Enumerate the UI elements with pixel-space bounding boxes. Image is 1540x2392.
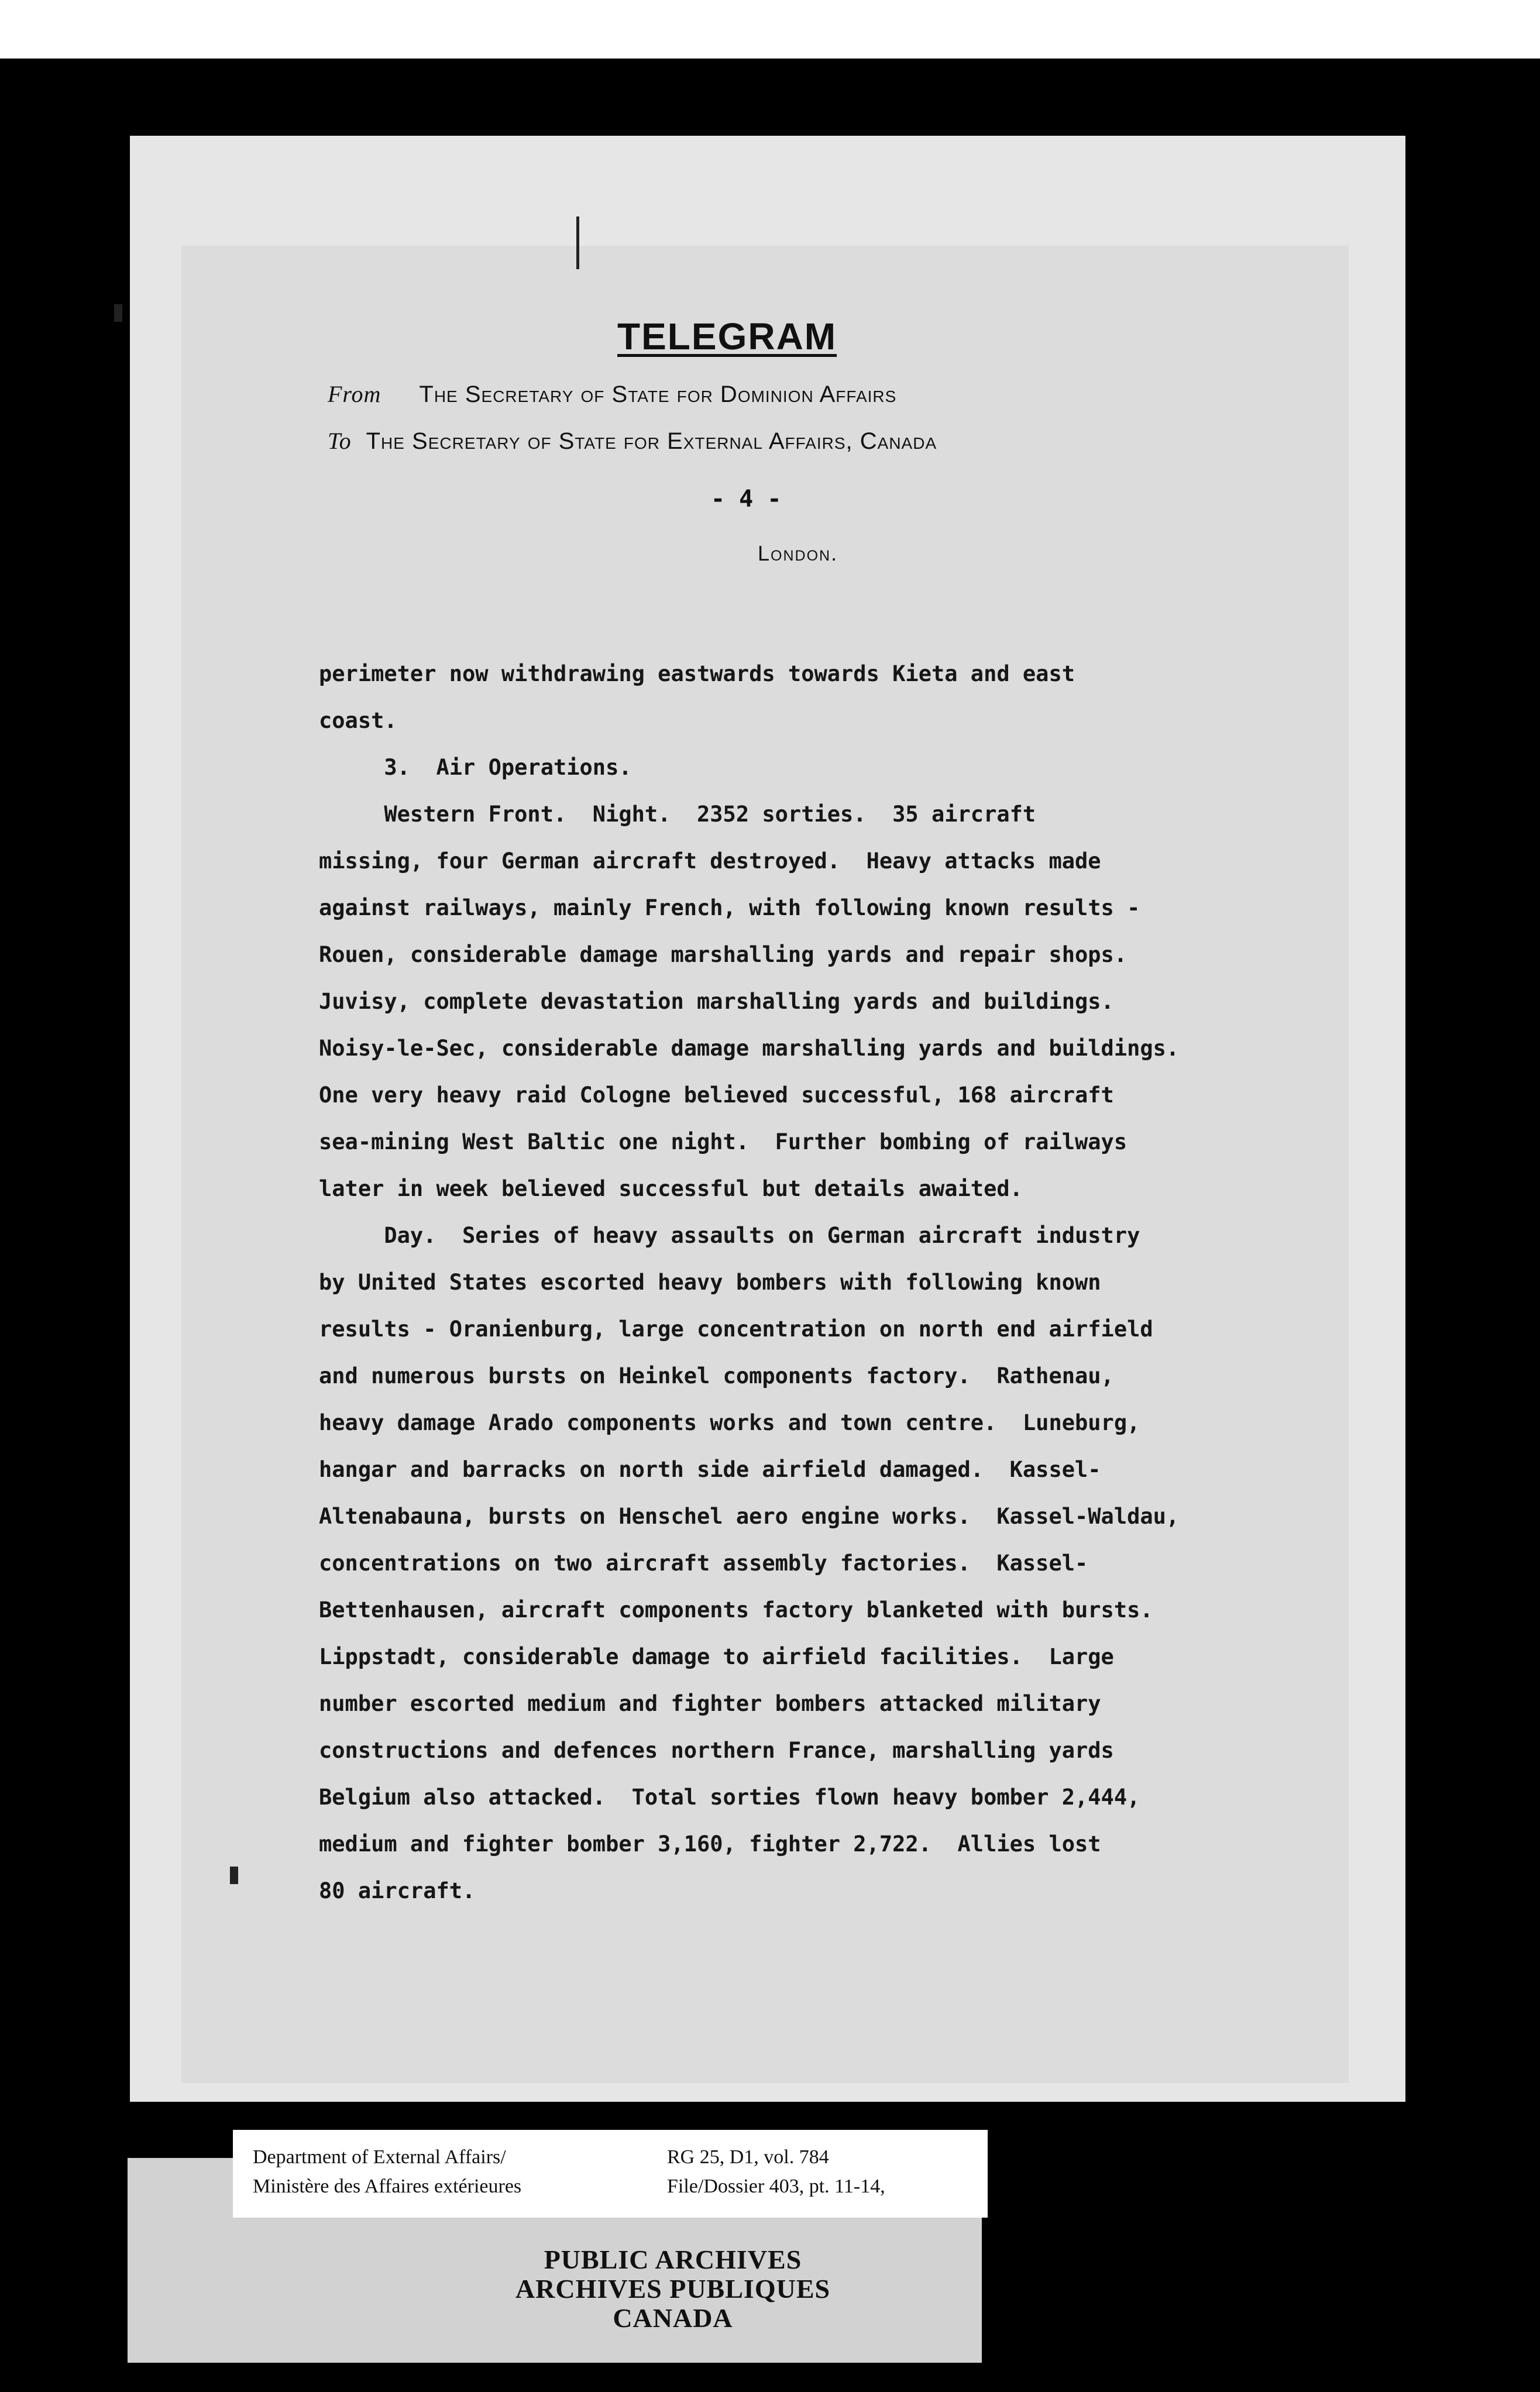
body-line: hangar and barracks on north side airfield damaged. Kassel- bbox=[319, 1457, 1101, 1482]
body-line: Altenabauna, bursts on Henschel aero engine works. Kassel-Waldau, bbox=[319, 1504, 1180, 1529]
to-text: The Secretary of State for External Affairs, Canada bbox=[366, 428, 937, 454]
body-line: Rouen, considerable damage marshalling yards and repair shops. bbox=[319, 942, 1128, 967]
body-line: by United States escorted heavy bombers with following known bbox=[319, 1270, 1101, 1295]
body-line: perimeter now withdrawing eastwards towards Kieta and east bbox=[319, 661, 1075, 686]
to-label: To bbox=[328, 428, 352, 454]
body-line: coast. bbox=[319, 708, 397, 733]
body-line: Belgium also attacked. Total sorties flown heavy bomber 2,444, bbox=[319, 1785, 1140, 1810]
body-line: heavy damage Arado components works and town centre. Luneburg, bbox=[319, 1410, 1140, 1435]
body-line: Noisy-le-Sec, considerable damage marshalling yards and buildings. bbox=[319, 1036, 1180, 1061]
body-line: Western Front. Night. 2352 sorties. 35 aircraft bbox=[319, 802, 1036, 827]
section-heading-air-operations: 3. Air Operations. bbox=[319, 755, 632, 780]
archive-stamp-line-1: PUBLIC ARCHIVES bbox=[544, 2245, 802, 2274]
film-scratch bbox=[576, 216, 579, 269]
from-label: From bbox=[328, 381, 381, 407]
page-number: - 4 - bbox=[711, 486, 782, 513]
reference-label bbox=[233, 2130, 988, 2218]
body-line: missing, four German aircraft destroyed. Heavy attacks made bbox=[319, 848, 1101, 874]
body-line: against railways, mainly French, with following known results - bbox=[319, 895, 1140, 920]
body-line: number escorted medium and fighter bombers attacked military bbox=[319, 1691, 1101, 1716]
film-scratch bbox=[230, 1867, 238, 1884]
place-of-origin: London. bbox=[758, 541, 838, 565]
body-line: Bettenhausen, aircraft components factory blanketed with bursts. bbox=[319, 1597, 1153, 1623]
body-line: later in week believed successful but details awaited. bbox=[319, 1176, 1023, 1201]
dept-fr: Ministère des Affaires extérieures bbox=[253, 2176, 522, 2197]
body-line: Day. Series of heavy assaults on German aircraft industry bbox=[319, 1223, 1140, 1248]
film-scratch bbox=[114, 304, 122, 322]
archive-stamp-line-3: CANADA bbox=[613, 2303, 733, 2333]
body-line: results - Oranienburg, large concentration on north end airfield bbox=[319, 1317, 1153, 1342]
body-line: constructions and defences northern France, marshalling yards bbox=[319, 1738, 1114, 1763]
body-line: and numerous bursts on Heinkel components factory. Rathenau, bbox=[319, 1363, 1114, 1389]
telegram-title: TELEGRAM bbox=[617, 315, 837, 358]
film-border-top bbox=[0, 0, 1540, 59]
archive-stamp-line-2: ARCHIVES PUBLIQUES bbox=[515, 2274, 831, 2304]
from-text: The Secretary of State for Dominion Affairs bbox=[419, 382, 897, 407]
from-line bbox=[328, 380, 896, 408]
dept-en: Department of External Affairs/ bbox=[253, 2146, 506, 2168]
ref-volume: RG 25, D1, vol. 784 bbox=[667, 2146, 829, 2168]
body-line: Juvisy, complete devastation marshalling yards and buildings. bbox=[319, 989, 1114, 1014]
telegram-body bbox=[319, 651, 1278, 1915]
body-line: 80 aircraft. bbox=[319, 1878, 476, 1903]
body-line: Lippstadt, considerable damage to airfield facilities. Large bbox=[319, 1644, 1114, 1669]
ref-file: File/Dossier 403, pt. 11-14, bbox=[667, 2176, 885, 2197]
body-line: concentrations on two aircraft assembly factories. Kassel- bbox=[319, 1551, 1088, 1576]
body-line: medium and fighter bomber 3,160, fighter 2,722. Allies lost bbox=[319, 1831, 1101, 1857]
body-line: sea-mining West Baltic one night. Further bombing of railways bbox=[319, 1129, 1128, 1154]
to-line bbox=[328, 427, 937, 455]
body-line: One very heavy raid Cologne believed successful, 168 aircraft bbox=[319, 1082, 1114, 1108]
